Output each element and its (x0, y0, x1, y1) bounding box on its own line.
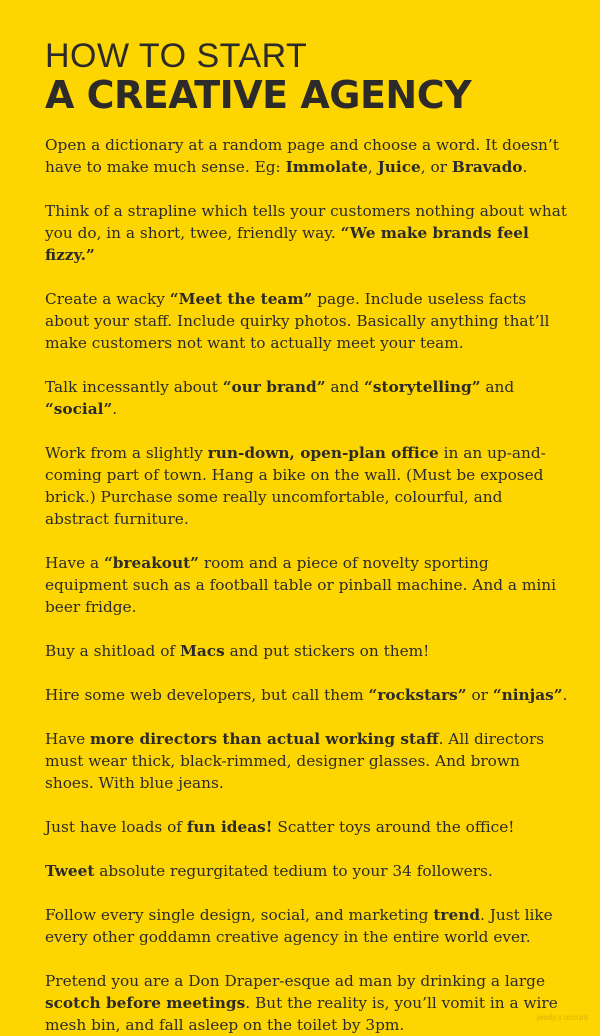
tip-text: and (480, 378, 515, 396)
tip-paragraph (45, 904, 570, 948)
tip-emphasis: Bravado (451, 158, 523, 176)
tip-text: and put stickers on them! (224, 642, 430, 660)
tip-paragraph (45, 970, 570, 1036)
tip-text: , (367, 158, 378, 176)
tip-emphasis: “breakout” (104, 554, 199, 572)
tip-text: . (562, 686, 568, 704)
tip-text: Have (45, 730, 91, 748)
tip-text: Have a (45, 554, 104, 572)
tip-emphasis: “We make brands feel fizzy.” (45, 224, 529, 264)
tip-text: in an up-and-coming part of town. Hang a bike on the wall. (Must be exposed brick.) Purchase some really uncomfortable, colourful, and abstract furniture. (45, 444, 546, 528)
tip-text: or (466, 686, 493, 704)
tip-emphasis: “our brand” (222, 378, 326, 396)
tip-emphasis: more directors than actual working staff (90, 730, 439, 748)
tip-emphasis: “rockstars” (368, 686, 467, 704)
tip-paragraph (45, 200, 570, 266)
tip-text: . (112, 400, 118, 418)
tip-text: Hire some web developers, but call them (45, 686, 369, 704)
tip-text: and (325, 378, 365, 396)
tip-paragraph (45, 684, 570, 706)
tip-text: Follow every single design, social, and marketing (45, 906, 434, 924)
tip-text: . (522, 158, 528, 176)
tip-text: room and a piece of novelty sporting equipment such as a football table or pinball machine. And a mini beer fridge. (45, 554, 556, 616)
tip-emphasis: Juice (377, 158, 421, 176)
tip-emphasis: “ninjas” (492, 686, 563, 704)
tip-emphasis: “Meet the team” (169, 290, 313, 308)
tip-emphasis: “storytelling” (364, 378, 481, 396)
tip-text: , or (420, 158, 452, 176)
title-line-1: HOW TO START (45, 37, 308, 75)
tip-text: Open a dictionary at a random page and choose a word. It doesn’t have to make much sense. Eg: (45, 136, 559, 176)
tip-emphasis: Macs (179, 642, 225, 660)
tip-emphasis: fun ideas! (186, 818, 273, 836)
tip-paragraph (45, 442, 570, 530)
tip-emphasis: Immolate (285, 158, 368, 176)
tip-text: Scatter toys around the office! (272, 818, 515, 836)
tip-paragraph (45, 376, 570, 420)
tip-paragraph (45, 288, 570, 354)
tip-text: Think of a strapline which tells your customers nothing about what you do, in a short, twee, friendly way. (45, 202, 567, 242)
tips-list (45, 134, 570, 1036)
tip-text: . All directors must wear thick, black-rimmed, designer glasses. And brown shoes. With blue jeans. (45, 730, 545, 792)
tip-emphasis: “social” (45, 400, 113, 418)
tip-text: absolute regurgitated tedium to your 34 followers. (94, 862, 493, 880)
tip-text: . Just like every other goddamn creative agency in the entire world ever. (45, 906, 553, 946)
tip-paragraph (45, 552, 570, 618)
tip-paragraph (45, 816, 570, 838)
tip-emphasis: Tweet (45, 862, 95, 880)
tip-text: . But the reality is, you’ll vomit in a wire mesh bin, and fall asleep on the toilet by 3pm. (45, 994, 558, 1034)
tip-text: Buy a shitload of (45, 642, 180, 660)
tip-emphasis: run-down, open-plan office (207, 444, 439, 462)
tip-text: Just have loads of (45, 818, 187, 836)
tip-text: Pretend you are a Don Draper-esque ad man by drinking a large (45, 972, 546, 990)
tip-paragraph (45, 640, 570, 662)
tip-paragraph (45, 134, 570, 178)
title-line-2: A CREATIVE AGENCY (45, 73, 472, 117)
tip-text: Create a wacky (45, 290, 170, 308)
tip-paragraph (45, 860, 570, 882)
tip-emphasis: scotch before meetings (45, 994, 246, 1012)
tip-paragraph (45, 728, 570, 794)
tip-text: Talk incessantly about (45, 378, 223, 396)
tip-emphasis: trend (433, 906, 481, 924)
watermark: jeedy.s ocount (537, 1013, 588, 1022)
tip-text: Work from a slightly (45, 444, 208, 462)
tip-text: page. Include useless facts about your staff. Include quirky photos. Basically anything that’ll make customers not want to actually meet your team. (45, 290, 550, 352)
